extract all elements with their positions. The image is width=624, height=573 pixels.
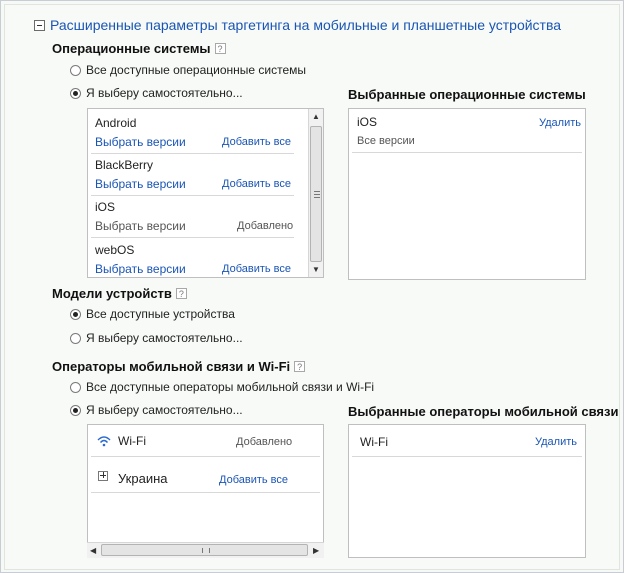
help-icon[interactable]: ? xyxy=(176,288,187,299)
divider xyxy=(352,456,582,457)
help-icon[interactable]: ? xyxy=(215,43,226,54)
os-heading xyxy=(52,41,226,56)
carrier-item-name: Украина xyxy=(118,471,168,486)
devices-custom-radio[interactable] xyxy=(70,333,81,344)
os-item-name: BlackBerry xyxy=(95,158,154,172)
remove-link[interactable]: Удалить xyxy=(539,117,581,129)
devices-all-label[interactable]: Все доступные устройства xyxy=(86,307,235,321)
os-item-add-all-link[interactable]: Добавить все xyxy=(222,178,292,190)
scroll-thumb[interactable] xyxy=(310,126,322,262)
os-custom-label[interactable]: Я выберу самостоятельно... xyxy=(86,86,243,100)
os-custom-radio[interactable] xyxy=(70,88,81,99)
os-item-name: iOS xyxy=(95,200,116,214)
os-item-versions-disabled: Выбрать версии xyxy=(95,219,186,233)
os-selected-list xyxy=(348,108,586,280)
carriers-list-hscrollbar[interactable] xyxy=(87,542,324,558)
carriers-custom-radio[interactable] xyxy=(70,405,81,416)
divider xyxy=(91,456,320,457)
os-item-versions-link[interactable]: Выбрать версии xyxy=(95,135,186,149)
carrier-item-name: Wi-Fi xyxy=(118,434,146,448)
os-heading-text: Операционные системы xyxy=(52,41,211,56)
carriers-custom-label[interactable]: Я выберу самостоятельно... xyxy=(86,403,243,417)
divider xyxy=(91,195,294,196)
os-all-label[interactable]: Все доступные операционные системы xyxy=(86,63,307,77)
os-item-name: webOS xyxy=(95,243,135,257)
os-item-add-all-link[interactable]: Добавить все xyxy=(222,263,292,275)
os-all-radio[interactable] xyxy=(70,65,81,76)
carriers-heading-text: Операторы мобильной связи и Wi-Fi xyxy=(52,359,291,374)
scroll-thumb[interactable] xyxy=(101,544,308,556)
carrier-item-add-all-link[interactable]: Добавить все xyxy=(219,474,289,486)
divider xyxy=(91,153,294,154)
collapse-toggle-icon[interactable] xyxy=(34,20,45,31)
devices-custom-label[interactable]: Я выберу самостоятельно... xyxy=(86,331,243,345)
carriers-heading xyxy=(52,359,305,374)
os-item-add-all-link[interactable]: Добавить все xyxy=(222,136,292,148)
devices-heading-text: Модели устройств xyxy=(52,286,172,301)
scroll-up-arrow-icon[interactable]: ▲ xyxy=(312,112,320,121)
os-item-versions-link[interactable]: Выбрать версии xyxy=(95,262,186,276)
carriers-all-radio[interactable] xyxy=(70,382,81,393)
carriers-selected-heading: Выбранные операторы мобильной связи xyxy=(348,404,619,419)
scroll-down-arrow-icon[interactable]: ▼ xyxy=(312,265,320,274)
os-item-versions-link[interactable]: Выбрать версии xyxy=(95,177,186,191)
selected-os-detail: Все версии xyxy=(357,135,415,147)
selected-carrier-name: Wi-Fi xyxy=(360,435,388,449)
section-title[interactable]: Расширенные параметры таргетинга на мобильные и планшетные устройства xyxy=(50,17,562,33)
devices-heading xyxy=(52,286,187,301)
carriers-all-label[interactable]: Все доступные операторы мобильной связи и Wi-Fi xyxy=(86,380,375,394)
grip-icon xyxy=(314,191,320,200)
expand-plus-icon[interactable] xyxy=(98,471,108,481)
devices-all-radio[interactable] xyxy=(70,309,81,320)
os-selected-heading: Выбранные операционные системы xyxy=(348,87,586,102)
grip-icon xyxy=(202,548,210,553)
os-item-added-label: Добавлено xyxy=(237,220,294,232)
remove-link[interactable]: Удалить xyxy=(535,436,577,448)
divider xyxy=(91,237,294,238)
carrier-item-added-label: Добавлено xyxy=(236,436,293,448)
wifi-icon xyxy=(97,435,111,447)
divider xyxy=(91,492,320,493)
selected-os-name: iOS xyxy=(357,115,378,129)
scroll-right-arrow-icon[interactable]: ▶ xyxy=(313,546,320,555)
divider xyxy=(352,152,582,153)
help-icon[interactable]: ? xyxy=(294,361,305,372)
scroll-left-arrow-icon[interactable]: ◀ xyxy=(90,546,97,555)
os-list-scrollbar[interactable] xyxy=(308,109,323,277)
os-item-name: Android xyxy=(95,116,137,130)
